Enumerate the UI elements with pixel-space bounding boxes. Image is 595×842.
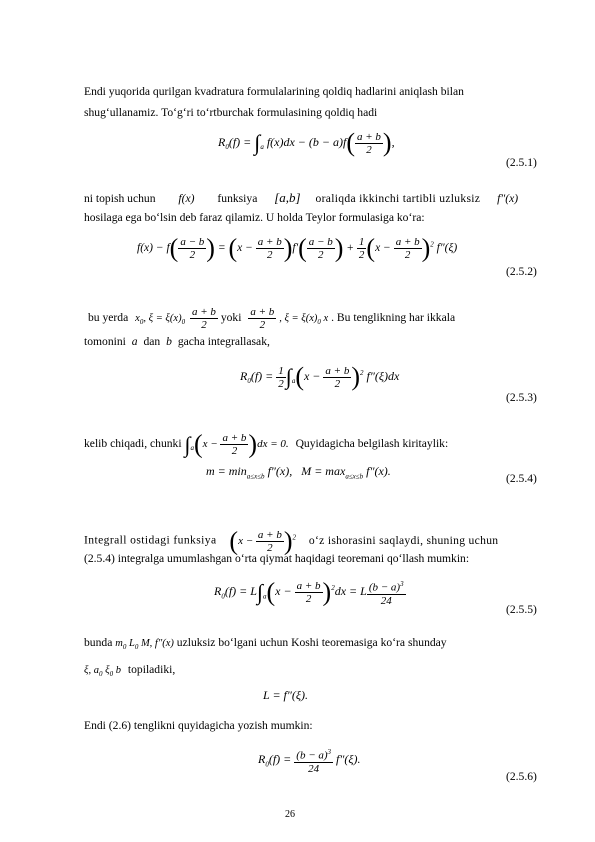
- text-fragment: tomonini: [84, 335, 126, 348]
- equation-number-2-5-3: (2.5.3): [506, 391, 537, 404]
- paragraph-4: kelib chiqadi, chunki $\int_a(x$ − $\frac{a + b}{2}$ )dx = 0. Quyidagicha belgilash kiritaylik:: [84, 429, 449, 459]
- equation-number-2-5-6: (2.5.6): [506, 770, 537, 783]
- text-fragment: uzluksiz bo‘lgani uchun Koshi teoremasiga ko‘ra shunday: [176, 636, 447, 649]
- text-fragment: oraliqda ikkinchi tartibli uzluksiz: [315, 192, 481, 205]
- text-fragment: funksiya: [217, 192, 258, 205]
- equation-2-5-4: $m = \min_{a\le x\le b} f''(x)$, $M = \max_{a\le x\le b} f''(x)$.: [206, 464, 391, 481]
- text-fragment: o‘z ishorasini saqlaydi, shuning uchun: [308, 533, 499, 547]
- paragraph-5-line-1: Integrall ostidagi funksiya (x − $\frac{a + b}{2}$ )$^2$ o‘z ishorasini saqlaydi, shuning uchun: [84, 526, 499, 556]
- equation-number-2-5-5: (2.5.5): [506, 603, 537, 616]
- paragraph-6-line-2: ξ, $a_0$ $\xi_0$ b topiladiki,: [84, 663, 176, 679]
- equation-number-2-5-2: (2.5.2): [506, 265, 537, 278]
- equation-2-5-1: $R_0(f) = \int_a$ f(x)dx − (b − a)f( $\frac{a + b}{2}$ ),: [218, 128, 395, 157]
- paragraph-1-line-2: shug‘ullanamiz. To‘g‘ri to‘rtburchak formulasining qoldiq hadi: [84, 106, 378, 119]
- page-number: 26: [285, 809, 295, 820]
- text-fragment: dan: [143, 335, 161, 348]
- paragraph-2-line-2: hosilaga ega bo‘lsin deb faraz qilamiz. U holda Teylor formulasiga ko‘ra:: [84, 211, 425, 224]
- equation-2-5-6: $R_0(f)$ = $\frac{(b - a)^3}{24}$ f″(ξ).: [258, 748, 361, 775]
- equation-2-5-2: f(x) − f( $\frac{a - b}{2}$ ) = (x − $\frac{a + b}{2}$ )f′( $\frac{a - b}{2}$ ) + $\frac{1}{2}$ (x − $\frac{a + b}{2}$ )$^2$ f″(ξ): [137, 233, 458, 263]
- paragraph-5-line-2: (2.5.4) integralga umumlashgan o‘rta qiymat haqidagi teoremani qo‘llash mumkin:: [84, 552, 470, 565]
- text-fragment: bunda: [84, 636, 113, 649]
- equation-2-5-3: $R_0(f)$ = $\frac{1}{2}$ $\int_a(x$ − $\frac{a + b}{2}$ )$^2$ f″(ξ)dx: [240, 362, 400, 391]
- paragraph-7: Endi (2.6) tenglikni quyidagicha yozish mumkin:: [84, 719, 313, 732]
- equation-number-2-5-1: (2.5.1): [506, 156, 537, 169]
- paragraph-1-line-1: Endi yuqorida qurilgan kvadratura formulalarining qoldiq hadlarini aniqlash bilan: [84, 85, 464, 98]
- equation-2-5-5: $R_0(f) = L\int_a(x$ − $\frac{a + b}{2}$ )$^2$dx = L $\frac{(b - a)^3}{24}$: [214, 577, 404, 607]
- paragraph-3-line-2: tomonini a dan b gacha integrallasak,: [84, 335, 270, 348]
- paragraph-2-line-1: ni topish uchun f(x) funksiya [a,b] oraliqda ikkinchi tartibli uzluksiz f″(x): [84, 190, 519, 205]
- text-fragment: bu yerda: [88, 311, 129, 325]
- paragraph-6-line-1: bunda $m_0$ $L_0$ M, f″(x) uzluksiz bo‘lgani uchun Koshi teoremasiga ko‘ra shunday: [84, 636, 447, 652]
- text-fragment: Quyidagicha belgilash kiritaylik:: [295, 437, 449, 451]
- text-fragment: gacha integrallasak,: [177, 335, 270, 348]
- text-fragment: Integrall ostidagi funksiya: [84, 533, 217, 547]
- text-fragment: yoki: [220, 311, 242, 325]
- equation-number-2-5-4: (2.5.4): [506, 472, 537, 485]
- text-fragment: topiladiki,: [127, 663, 176, 676]
- paragraph-3-line-1: bu yerda $x_0$, $\xi = \xi(x)_0$ $\frac{a + b}{2}$ yoki $\frac{a + b}{2}$ , $\xi = \xi(x)_0$ x . Bu tenglikning har ikkala: [88, 306, 456, 331]
- text-fragment: ni topish uchun: [84, 192, 156, 205]
- text-fragment: kelib chiqadi, chunki: [84, 437, 182, 451]
- text-fragment: . Bu tenglikning har ikkala: [331, 311, 456, 325]
- equation-L-definition: L = f″(ξ).: [263, 688, 309, 702]
